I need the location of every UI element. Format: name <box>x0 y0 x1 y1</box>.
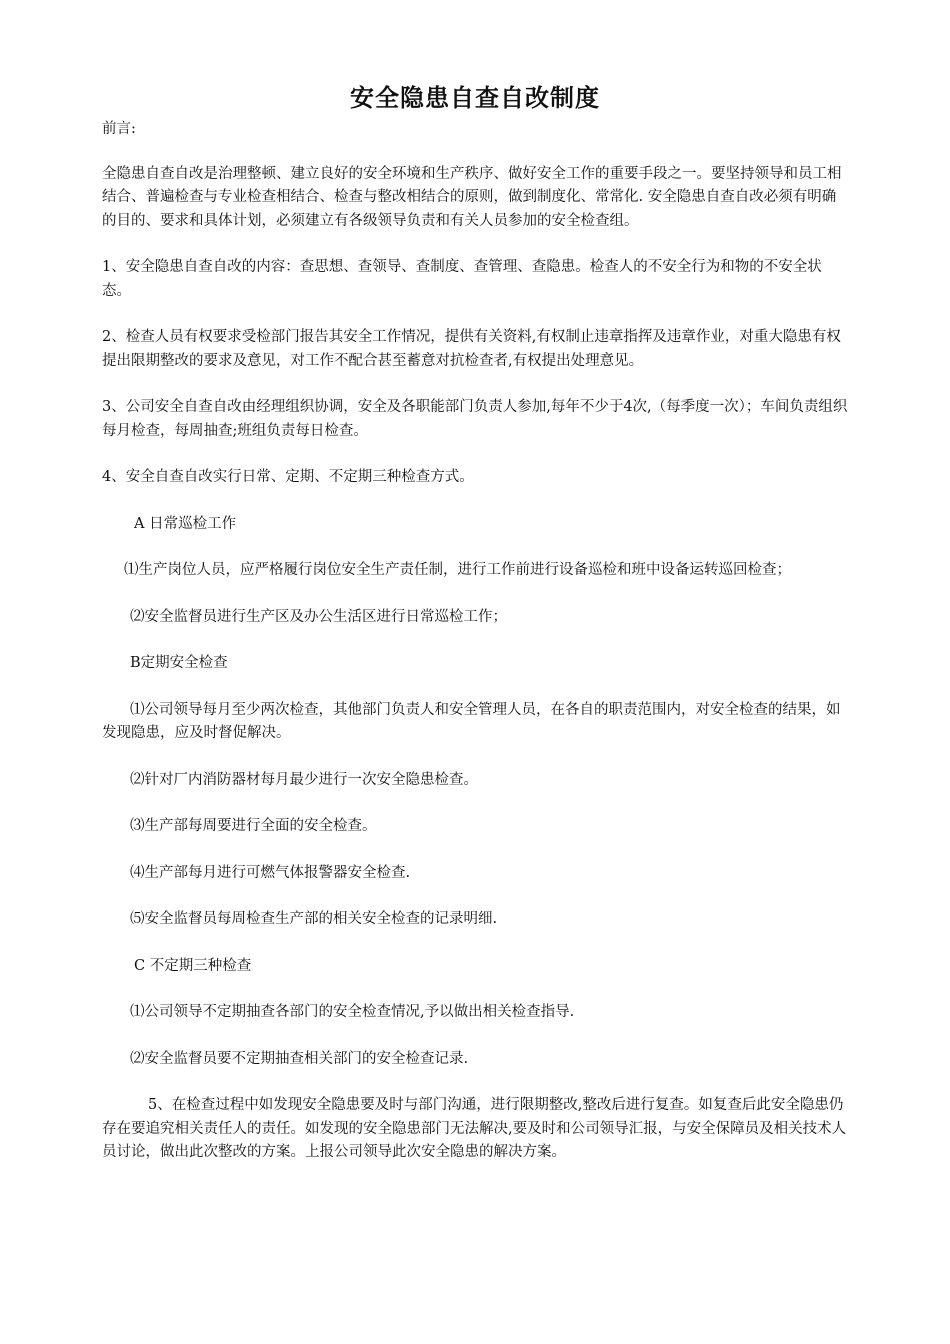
section-b-item-1: ⑴公司领导每月至少两次检查，其他部门负责人和安全管理人员，在各自的职责范围内，对安全检查的结果，如发现隐患，应及时督促解决。 <box>102 701 841 741</box>
item-5-paragraph: 5、在检查过程中如发现安全隐患要及时与部门沟通，进行限期整改,整改后进行复查。如复查后此安全隐患仍存在要追究相关责任人的责任。如发现的安全隐患部门无法解决,要及时和公司领导汇报，与安全保障员及相关技术人员讨论，做出此次整改的方案。上报公司领导此次安全隐患的解决方案。 <box>102 1097 847 1160</box>
section-a-item-1: ⑴生产岗位人员，应严格履行岗位安全生产责任制，进行工作前进行设备巡检和班中设备运转巡回检查； <box>124 562 791 578</box>
document-title: 安全隐患自查自改制度 <box>350 84 600 112</box>
preface-label: 前言: <box>102 121 136 137</box>
section-b-item-4: ⑷生产部每月进行可燃气体报警器安全检查. <box>130 864 411 881</box>
section-b-heading: B定期安全检查 <box>130 655 228 671</box>
item-2-paragraph: 2、检查人员有权要求受检部门报告其安全工作情况，提供有关资料,有权制止违章指挥及违章作业，对重大隐患有权提出限期整改的要求及意见，对工作不配合甚至蓄意对抗检查者,有权提出处理意见。 <box>102 329 841 369</box>
section-a-item-2: ⑵安全监督员进行生产区及办公生活区进行日常巡检工作； <box>130 608 507 625</box>
section-c-heading: C 不定期三种检查 <box>134 957 252 974</box>
section-c-item-2: ⑵安全监督员要不定期抽查相关部门的安全检查记录. <box>130 1050 469 1067</box>
section-b-item-3: ⑶生产部每周要进行全面的安全检查。 <box>130 818 377 834</box>
section-b-item-2: ⑵针对厂内消防器材每月最少进行一次安全隐患检查。 <box>130 771 478 788</box>
section-a-heading: A 日常巡检工作 <box>134 515 237 532</box>
document-body <box>102 118 848 1165</box>
item-3-paragraph: 3、公司安全自查自改由经理组织协调，安全及各职能部门负责人参加,每年不少于4次,（每季度一次）；车间负责组织每月检查，每周抽查;班组负责每日检查。 <box>102 399 848 439</box>
section-b-item-5: ⑸安全监督员每周检查生产部的相关安全检查的记录明细. <box>130 911 498 927</box>
item-4-paragraph: 4、安全自查自改实行日常、定期、不定期三种检查方式。 <box>102 469 474 485</box>
item-1-paragraph: 1、安全隐患自查自改的内容：查思想、查领导、查制度、查管理、查隐患。检查人的不安全行为和物的不安全状态。 <box>102 259 822 299</box>
section-c-item-1: ⑴公司领导不定期抽查各部门的安全检查情况,予以做出相关检查指导. <box>130 1004 575 1020</box>
intro-paragraph: 全隐患自查自改是治理整顿、建立良好的安全环境和生产秩序、做好安全工作的重要手段之一。要坚持领导和员工相结合、普遍检查与专业检查相结合、检查与整改相结合的原则，做到制度化、常常化. 安全隐患自查自改必须有明确的目的、要求和具体计划，必须建立有各级领导负责和有关人员参加的安全检查组。 <box>102 165 842 229</box>
